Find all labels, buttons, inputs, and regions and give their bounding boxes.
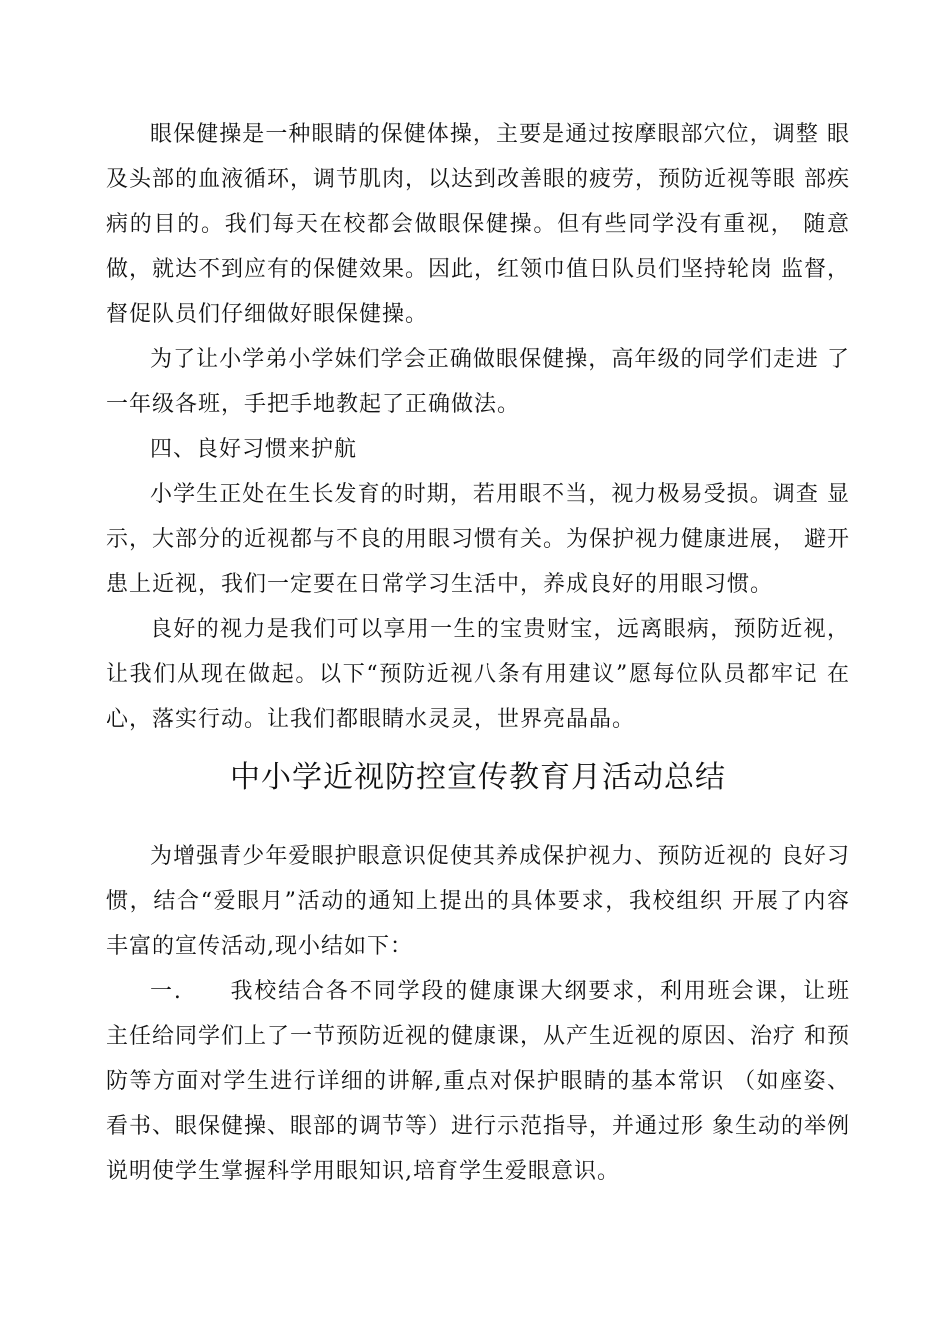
paragraph-habits-cause: 小学生正处在生长发育的时期，若用眼不当，视力极易受损。调查 显示，大部分的近视都与不良的用眼习惯有关。为保护视力健康进展， 避开患上近视，我们一定要在日常学习生活中，养成良好的用眼习惯。 [106,482,850,597]
section-heading-good-habits: 四、良好习惯来护航 [150,437,358,462]
paragraph-item-one: 一. 我校结合各不同学段的健康课大纲要求，利用班会课，让班 主任给同学们上了一节预防近视的健康课，从产生近视的原因、治疗 和预防等方面对学生进行详细的讲解,重点对保护眼睛的基本常识 （如座姿、看书、眼保健操、眼部的调节等）进行示范指导，并通过形 象生动的举例说明使学生掌握科学用眼知识,培育学生爱眼意识。 [106,979,850,1184]
paragraph-summary-intro: 为增强青少年爱眼护眼意识促使其养成保护视力、预防近视的 良好习惯，结合“爱眼月”活动的通知上提出的具体要求，我校组织 开展了内容丰富的宣传活动,现小结如下： [106,844,850,959]
document-page [106,112,850,1194]
paragraph-eye-exercise-intro: 眼保健操是一种眼睛的保健体操，主要是通过按摩眼部穴位，调整 眼及头部的血液循环，调节肌肉，以达到改善眼的疲劳，预防近视等眼 部疾病的目的。我们每天在校都会做眼保健操。但有些同学没有重视， 随意做，就达不到应有的保健效果。因此，红领巾值日队员们坚持轮岗 监督，督促队员们仔细做好眼保健操。 [106,122,850,327]
paragraph-senior-teaching: 为了让小学弟小学妹们学会正确做眼保健操，高年级的同学们走进 了一年级各班，手把手地教起了正确做法。 [106,347,850,417]
paragraph-good-vision: 良好的视力是我们可以享用一生的宝贵财宝，远离眼病，预防近视，让我们从现在做起。以下“预防近视八条有用建议”愿每位队员都牢记 在心，落实行动。让我们都眼睛水灵灵，世界亮晶晶。 [106,617,850,732]
document-title: 中小学近视防控宣传教育月活动总结 [230,760,726,795]
spacer [106,808,850,834]
